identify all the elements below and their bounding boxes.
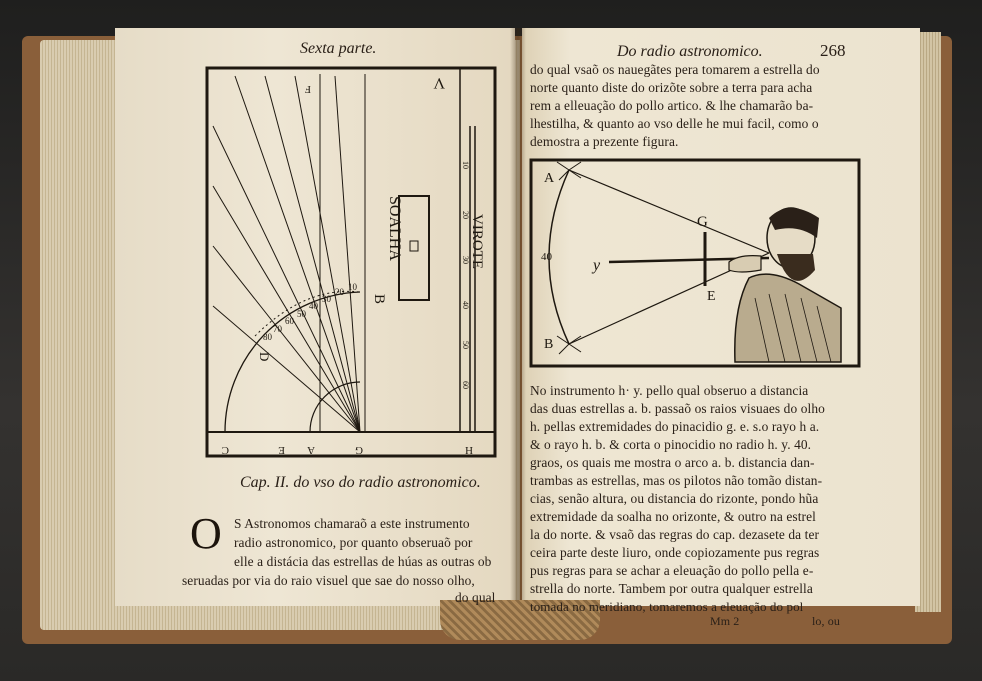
right-top-line-3: rem a elleuação do pollo artico. & lhe chamarão ba- xyxy=(530,98,814,113)
staff-mark-20: 20 xyxy=(461,211,470,219)
scale-mark-40: 40 xyxy=(309,301,318,311)
letter-b-label: B xyxy=(371,294,387,305)
staff-mark-40: 40 xyxy=(461,301,470,309)
right-body-line-10: ceira parte deste liuro, onde copiozamente pus regras xyxy=(530,545,820,560)
bottom-letter-h: H xyxy=(465,444,473,456)
right-body-line-13: tomada no meridiano, tomaremos a eleuação do pol xyxy=(530,599,804,614)
right-body-line-9: la do norte. & vsaõ das regras do cap. dezasete da ter xyxy=(530,527,820,542)
bottom-letter-g: G xyxy=(355,444,363,456)
soalha-label: SOALHA xyxy=(386,196,403,261)
point-e-label: E xyxy=(707,289,716,304)
scale-mark-10: 10 xyxy=(348,282,357,292)
scale-mark-50: 50 xyxy=(297,309,306,319)
left-body-line-3: elle a distácia das estrellas de húas as outras ob xyxy=(234,554,492,569)
staff-mark-10: 10 xyxy=(461,161,470,169)
running-head-left: Sexta parte. xyxy=(300,40,377,57)
scale-mark-60: 60 xyxy=(285,316,294,326)
scale-mark-20: 20 xyxy=(335,287,344,297)
scale-mark-70: 70 xyxy=(273,324,282,334)
folio-number: 268 xyxy=(820,41,846,60)
left-body-line-4: seruadas por via do raio visuel que sae do nosso olho, xyxy=(182,573,475,588)
right-catchword: lo, ou xyxy=(812,614,840,628)
letter-f-label: F xyxy=(304,83,311,95)
staff-mark-30: 30 xyxy=(461,256,470,264)
scale-mark-80: 80 xyxy=(263,332,272,342)
scale-mark-30: 30 xyxy=(322,294,331,304)
right-top-line-1: do qual vsaõ os nauegãtes pera tomarem a estrella do xyxy=(530,62,820,77)
point-a-label: A xyxy=(544,171,555,186)
right-body-line-5: graos, os quais me mostra o arco a. b. distancia dan- xyxy=(530,455,815,470)
staff-mark-50: 50 xyxy=(461,341,470,349)
right-top-line-2: norte quanto diste do orizõte sobre a terra para acha xyxy=(530,80,813,95)
right-body-line-8: extremidade da soalha no orizonte, & outro na estrel xyxy=(530,509,816,524)
bottom-letter-a: A xyxy=(307,444,315,456)
virote-label: VIROTE xyxy=(469,214,485,269)
bottom-letter-c: C xyxy=(221,444,229,456)
bottom-letter-e: E xyxy=(278,444,285,456)
right-body-line-3: h. pellas extremidades do pinacidio g. e. s.o rayo h a. xyxy=(530,419,820,434)
point-y-label: y xyxy=(593,257,601,274)
right-body-line-11: pus regras para se achar a eleuação do pollo pella e- xyxy=(530,563,814,578)
right-body-line-12: strella do norte. Tambem por outra qualquer estrella xyxy=(530,581,813,596)
arc-degree-label: 40 xyxy=(541,251,552,263)
radio-astronomico-diagram xyxy=(205,66,497,458)
balhestilha-woodcut xyxy=(529,158,861,368)
right-body-line-1: No instrumento h· y. pello qual obseruo a distancia xyxy=(530,383,809,398)
right-body-line-2: das duas estrellas a. b. passaõ os raios visuaes do olho xyxy=(530,401,825,416)
signature-mark: Mm 2 xyxy=(710,614,740,628)
book-gutter xyxy=(510,28,526,618)
point-g-label: G xyxy=(697,214,708,230)
right-top-line-5: demostra a prezente figura. xyxy=(530,134,679,149)
right-body-line-7: cias, senão altura, ou distancia do rizonte, pondo hũa xyxy=(530,491,819,506)
staff-mark-60: 60 xyxy=(461,381,470,389)
letter-d-label: D xyxy=(257,352,272,362)
right-body-line-6: trambas as estrellas, mas os pilotos não tomão distan- xyxy=(530,473,823,488)
chapter-title: Cap. II. do vso do radio astronomico. xyxy=(240,474,481,491)
point-b-label: B xyxy=(544,337,554,352)
right-body-line-4: & o rayo h. b. & corta o pinocidio no radio h. y. 40. xyxy=(530,437,812,452)
running-head-right: Do radio astronomico. xyxy=(617,43,763,60)
letter-v-label: V xyxy=(433,74,445,91)
right-top-line-4: lhestilha, & quanto ao vso delle he mui facil, como o xyxy=(530,116,819,131)
drop-cap-initial: O xyxy=(190,509,222,558)
left-body-line-1: S Astronomos chamaraõ a este instrumento xyxy=(234,516,470,531)
left-catchword: do qual xyxy=(455,590,496,605)
left-body-line-2: radio astronomico, por quanto obseruaõ por xyxy=(234,535,473,550)
